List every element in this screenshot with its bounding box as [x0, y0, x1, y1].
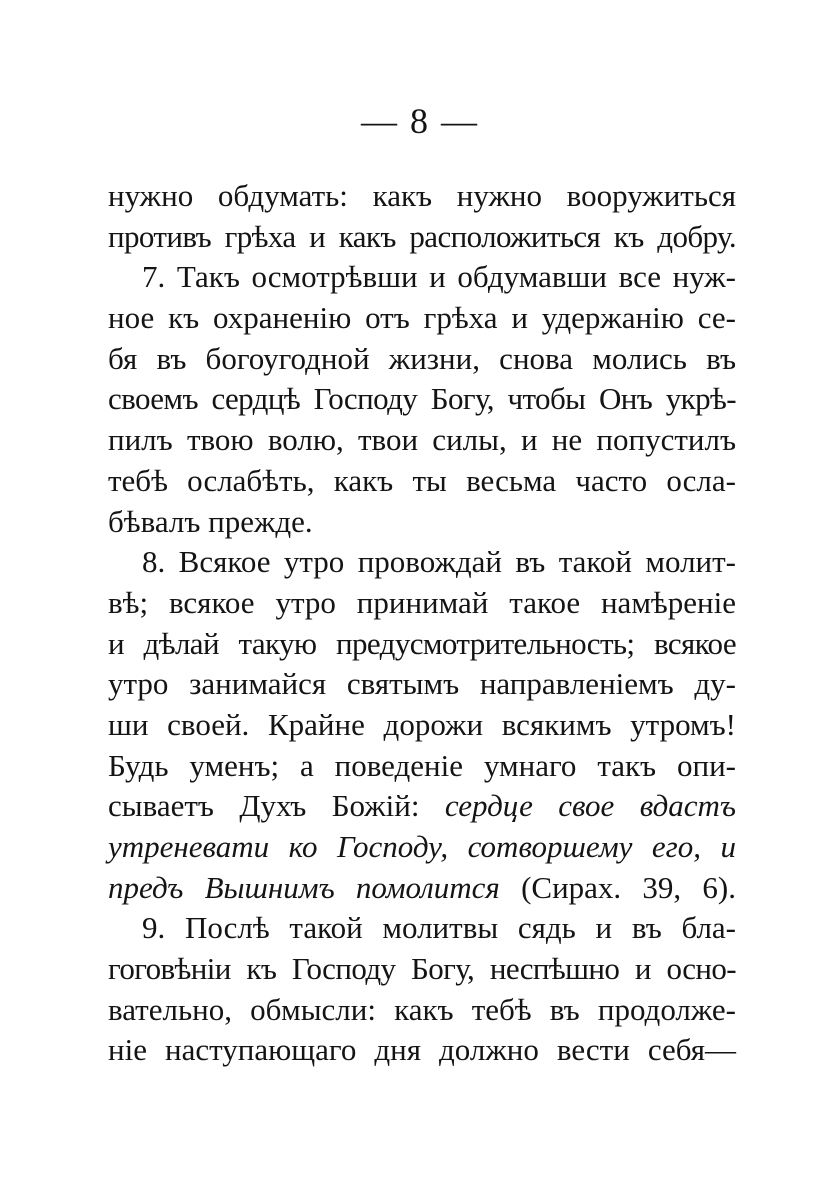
text-line: бя въ богоугодной жизни, снова молись въ	[108, 340, 736, 376]
text-line: и дѣлай такую предусмотрительность; всякое	[108, 625, 736, 661]
citation: (Сирах. 39, 6).	[521, 869, 736, 905]
text-line: вательно, обмысли: какъ тебѣ въ продолже-	[108, 991, 736, 1027]
text-line: Будь уменъ; а поведеніе умнаго такъ опи-	[108, 747, 736, 783]
text-line: нужно обдумать: какъ нужно вооружиться	[108, 178, 736, 213]
italic-quote: предъ Вышнимъ помолится	[108, 869, 500, 905]
text-line: тебѣ ослабѣть, какъ ты весьма часто осла-	[108, 462, 736, 498]
text-line: ши своей. Крайне дорожи всякимъ утромъ!	[108, 706, 736, 742]
text-line: пилъ твою волю, твои силы, и не попустилъ	[108, 422, 736, 458]
text-line: своемъ сердцѣ Господу Богу, чтобы Онъ укрѣ-	[108, 381, 736, 417]
italic-quote-line: утреневати ко Господу, сотворшему его, и	[108, 829, 736, 864]
text-line: противъ грѣха и какъ расположиться къ добру.	[108, 218, 736, 254]
text-segment: сываетъ Духъ Божій:	[108, 788, 420, 824]
text-line: утро занимайся святымъ направленіемъ ду-	[108, 666, 736, 702]
text-line: бѣвалъ прежде.	[108, 503, 313, 539]
text-line	[108, 786, 736, 827]
text-line	[108, 868, 736, 909]
text-line: ніе наступающаго дня должно вести себя—	[108, 1032, 736, 1068]
paragraph-8-start: 8. Всякое утро провождай въ такой молит-	[142, 544, 736, 580]
text-line: гоговѣніи къ Господу Богу, неспѣшно и осно-	[108, 951, 736, 987]
body-text	[108, 176, 736, 1071]
italic-quote: сердце свое вдастъ	[444, 788, 737, 824]
paragraph-7-start: 7. Такъ осмотрѣвши и обдумавши все нуж-	[142, 259, 736, 295]
text-line: ное къ охраненію отъ грѣха и удержанію се-	[108, 300, 736, 336]
paragraph-9-start: 9. Послѣ такой молитвы сядь и въ бла-	[142, 910, 736, 946]
page-number: — 8 —	[361, 101, 479, 141]
text-line: вѣ; всякое утро принимай такое намѣреніе	[108, 584, 736, 620]
